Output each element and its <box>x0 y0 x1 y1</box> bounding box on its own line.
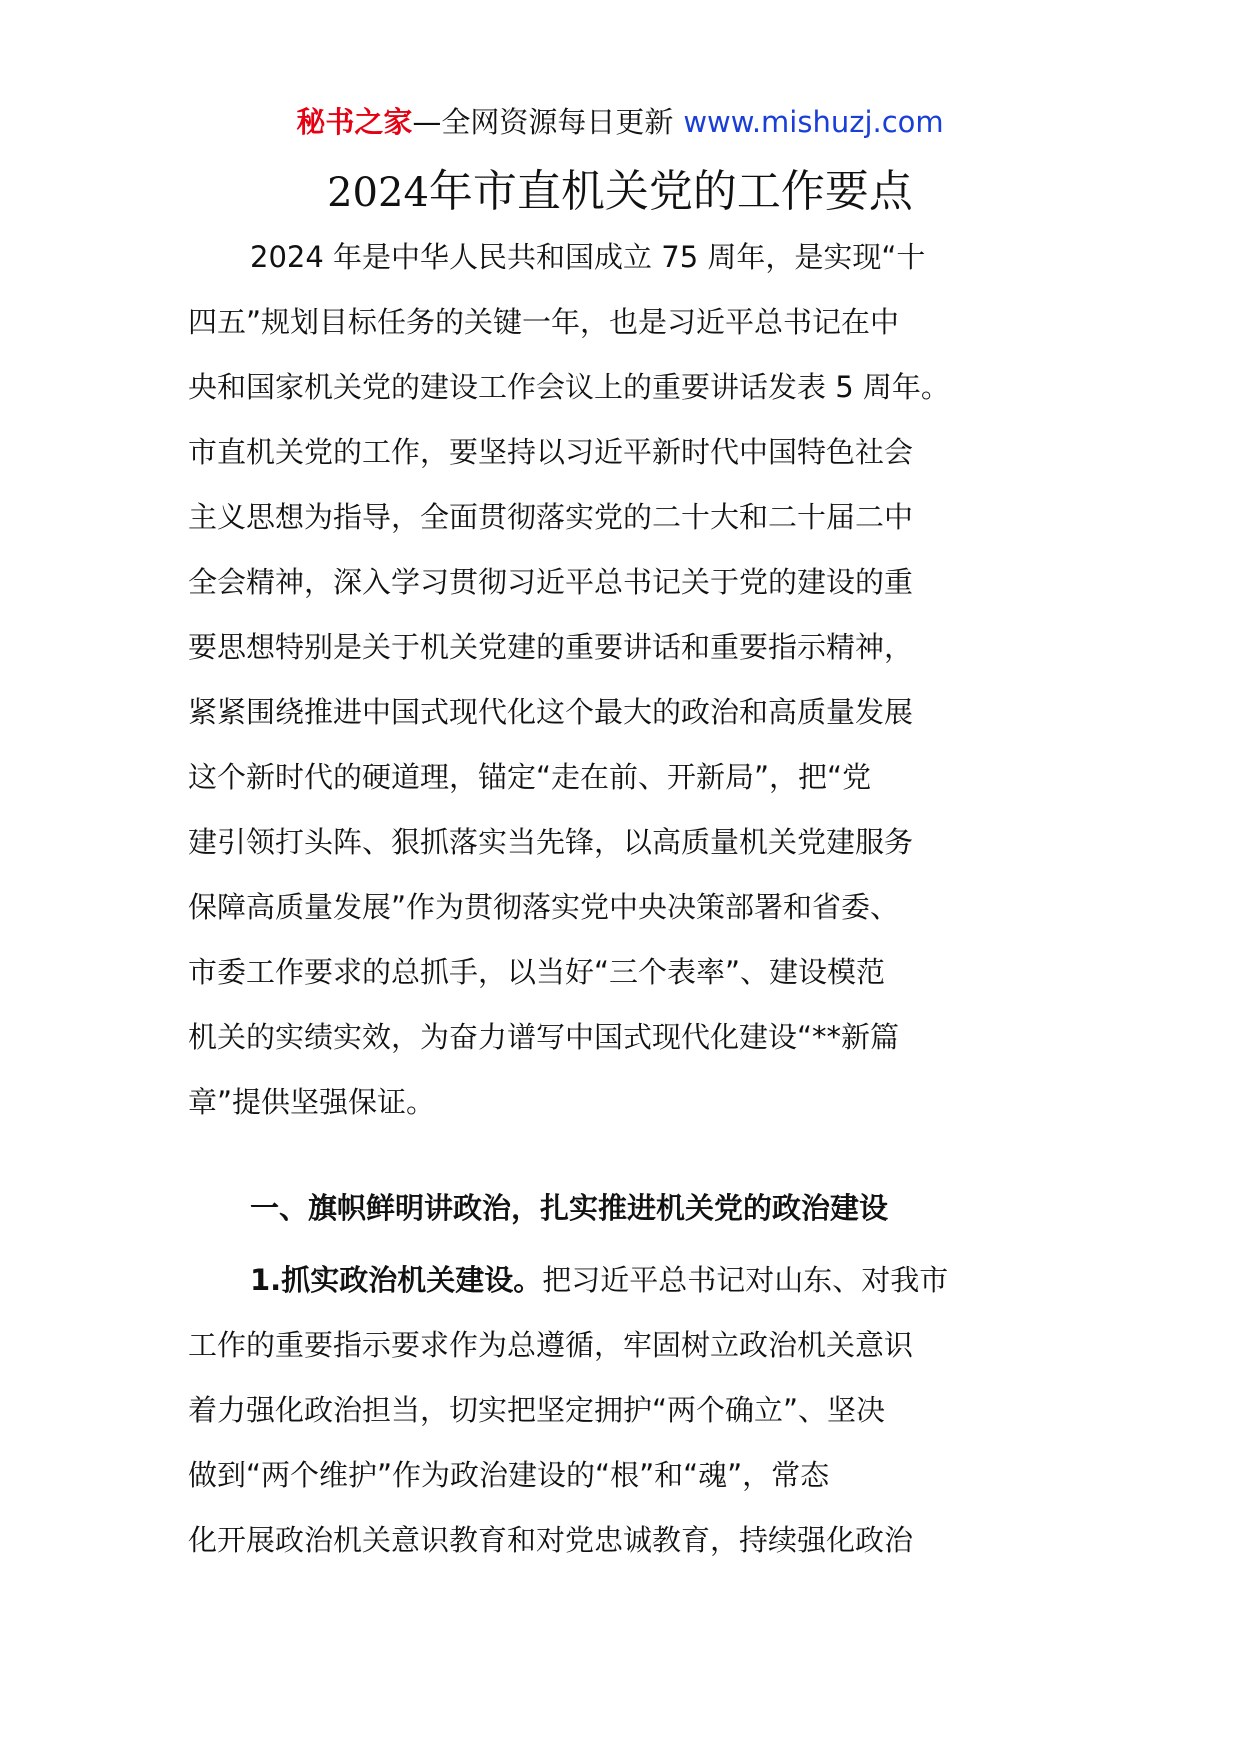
intro-line: 这个新时代的硬道理，锚定“走在前、开新局”，把“党 <box>188 760 872 794</box>
intro-line: 章”提供坚强保证。 <box>188 1085 436 1119</box>
title-text: 年市直机关党的工作要点 <box>428 166 913 217</box>
brand-name: 秘书之家 <box>296 105 413 139</box>
intro-line: 市委工作要求的总抓手，以当好“三个表率”、建设模范 <box>188 955 886 989</box>
intro-line: 要思想特别是关于机关党建的重要讲话和重要指示精神， <box>188 630 914 664</box>
intro-line: 建引领打头阵、狠抓落实当先锋，以高质量机关党建服务 <box>188 825 914 859</box>
item-line: 化开展政治机关意识教育和对党忠诚教育，持续强化政治 <box>188 1523 914 1557</box>
intro-line: 2024 年是中华人民共和国成立 75 周年，是实现“十 <box>250 240 926 274</box>
item-first-line <box>188 1248 1058 1313</box>
intro-line: 保障高质量发展”作为贯彻落实党中央决策部署和省委、 <box>188 890 900 924</box>
intro-line: 主义思想为指导，全面贯彻落实党的二十大和二十届二中 <box>188 500 914 534</box>
site-url-link[interactable]: www.mishuzj.com <box>683 105 944 139</box>
item-lead: 1.抓实政治机关建设。 <box>250 1263 543 1297</box>
intro-line: 央和国家机关党的建设工作会议上的重要讲话发表 5 周年。 <box>188 370 950 404</box>
item-line: 着力强化政治担当，切实把坚定拥护“两个确立”、坚决 <box>188 1393 886 1427</box>
item-paragraph <box>188 1248 1058 1573</box>
intro-line: 市直机关党的工作，要坚持以习近平新时代中国特色社会 <box>188 435 914 469</box>
intro-line: 四五”规划目标任务的关键一年，也是习近平总书记在中 <box>188 305 900 339</box>
site-slogan: —全网资源每日更新 <box>412 105 674 139</box>
item-line: 工作的重要指示要求作为总遵循，牢固树立政治机关意识 <box>188 1328 914 1362</box>
intro-line: 全会精神，深入学习贯彻习近平总书记关于党的建设的重 <box>188 565 914 599</box>
intro-paragraph <box>188 225 1058 1135</box>
item-first-line-text: 把习近平总书记对山东、对我市 <box>542 1263 949 1297</box>
site-header <box>0 100 1240 144</box>
section-heading: 一、旗帜鲜明讲政治，扎实推进机关党的政治建设 <box>250 1191 889 1225</box>
document-title <box>0 160 1240 225</box>
item-line: 做到“两个维护”作为政治建设的“根”和“魂”，常态 <box>188 1458 830 1492</box>
title-year: 2024 <box>327 170 429 216</box>
intro-line: 机关的实绩实效，为奋力谱写中国式现代化建设“**新篇 <box>188 1020 900 1054</box>
intro-line: 紧紧围绕推进中国式现代化这个最大的政治和高质量发展 <box>188 695 914 729</box>
